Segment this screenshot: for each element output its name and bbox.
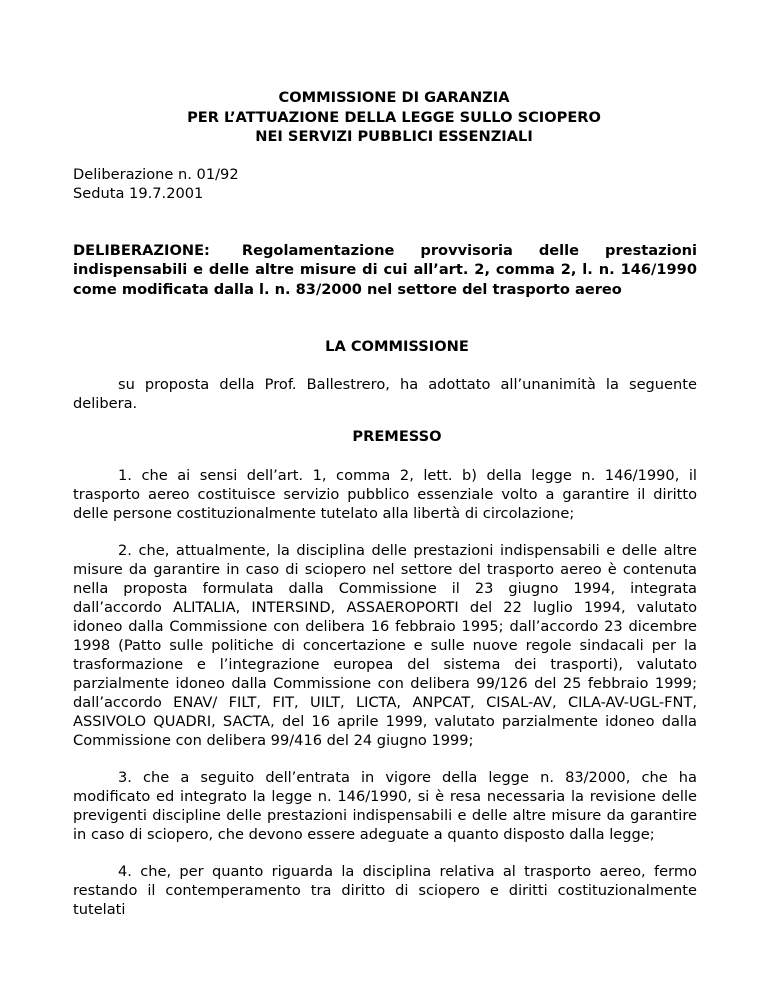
section-title-commissione: LA COMMISSIONE	[325, 338, 469, 355]
header-line-3: NEI SERVIZI PUBBLICI ESSENZIALI	[255, 128, 533, 145]
intro-paragraph: su proposta della Prof. Ballestrero, ha adottato all’unanimità la seguente delibera.	[73, 376, 697, 412]
session-date: Seduta 19.7.2001	[73, 184, 204, 202]
premise-paragraph-3: 3. che a seguito dell’entrata in vigore della legge n. 83/2000, che ha modificato ed integrato la legge n. 146/1990, si è resa necessaria la revisione delle previgenti discipline delle prestazioni indispensabili e delle altre misure da garantire in caso di sciopero, che devono essere adeguate a quanto disposto dalla legge;	[73, 769, 697, 843]
deliberation-subject	[73, 241, 697, 300]
deliberation-label: DELIBERAZIONE:	[73, 241, 210, 259]
header-line-2: PER L’ATTUAZIONE DELLA LEGGE SULLO SCIOPERO	[187, 108, 601, 126]
premise-paragraph-2: 2. che, attualmente, la disciplina delle prestazioni indispensabili e delle altre misure da garantire in caso di sciopero nel settore del trasporto aereo è contenuta nella proposta formulata dalla Commissione il 23 giugno 1994, integrata dall’accordo ALITALIA, INTERSIND, ASSAEROPORTI del 22 luglio 1994, valutato idoneo dalla Commissione con delibera 16 febbraio 1995; dall’accordo 23 dicembre 1998 (Patto sulle politiche di concertazione e sulle nuove regole sindacali per la trasformazione e l’integrazione europea del sistema dei trasporti), valutato parzialmente idoneo dalla Commissione con delibera 99/126 del 25 febbraio 1999; dall’accordo ENAV/ FILT, FIT, UILT, LICTA, ANPCAT, CISAL-AV, CILA-AV-UGL-FNT, ASSIVOLO QUADRI, SACTA, del 16 aprile 1999, valutato parzialmente idoneo dalla Commissione con delibera 99/416 del 24 giugno 1999;	[73, 542, 697, 749]
section-title-premesso: PREMESSO	[352, 428, 442, 445]
document-header	[91, 88, 697, 147]
document-meta	[73, 165, 697, 203]
premise-paragraph-1: 1. che ai sensi dell’art. 1, comma 2, lett. b) della legge n. 146/1990, il trasporto aereo costituisce servizio pubblico essenziale volto a garantire il diritto delle persone costituzionalmente tutelato alla libertà di circolazione;	[73, 467, 697, 522]
deliberation-number: Deliberazione n. 01/92	[73, 165, 239, 183]
premise-paragraph-4: 4. che, per quanto riguarda la disciplina relativa al trasporto aereo, fermo restando il contemperamento tra diritto di sciopero e diritti costituzionalmente tutelati	[73, 863, 697, 918]
deliberation-text: Regolamentazione provvisoria delle prestazioni indispensabili e delle altre misure di cui all’art. 2, comma 2, l. n. 146/1990 come modificata dalla l. n. 83/2000 nel settore del trasporto aereo	[73, 241, 697, 298]
document-page	[73, 88, 697, 919]
header-line-1: COMMISSIONE DI GARANZIA	[278, 89, 510, 106]
